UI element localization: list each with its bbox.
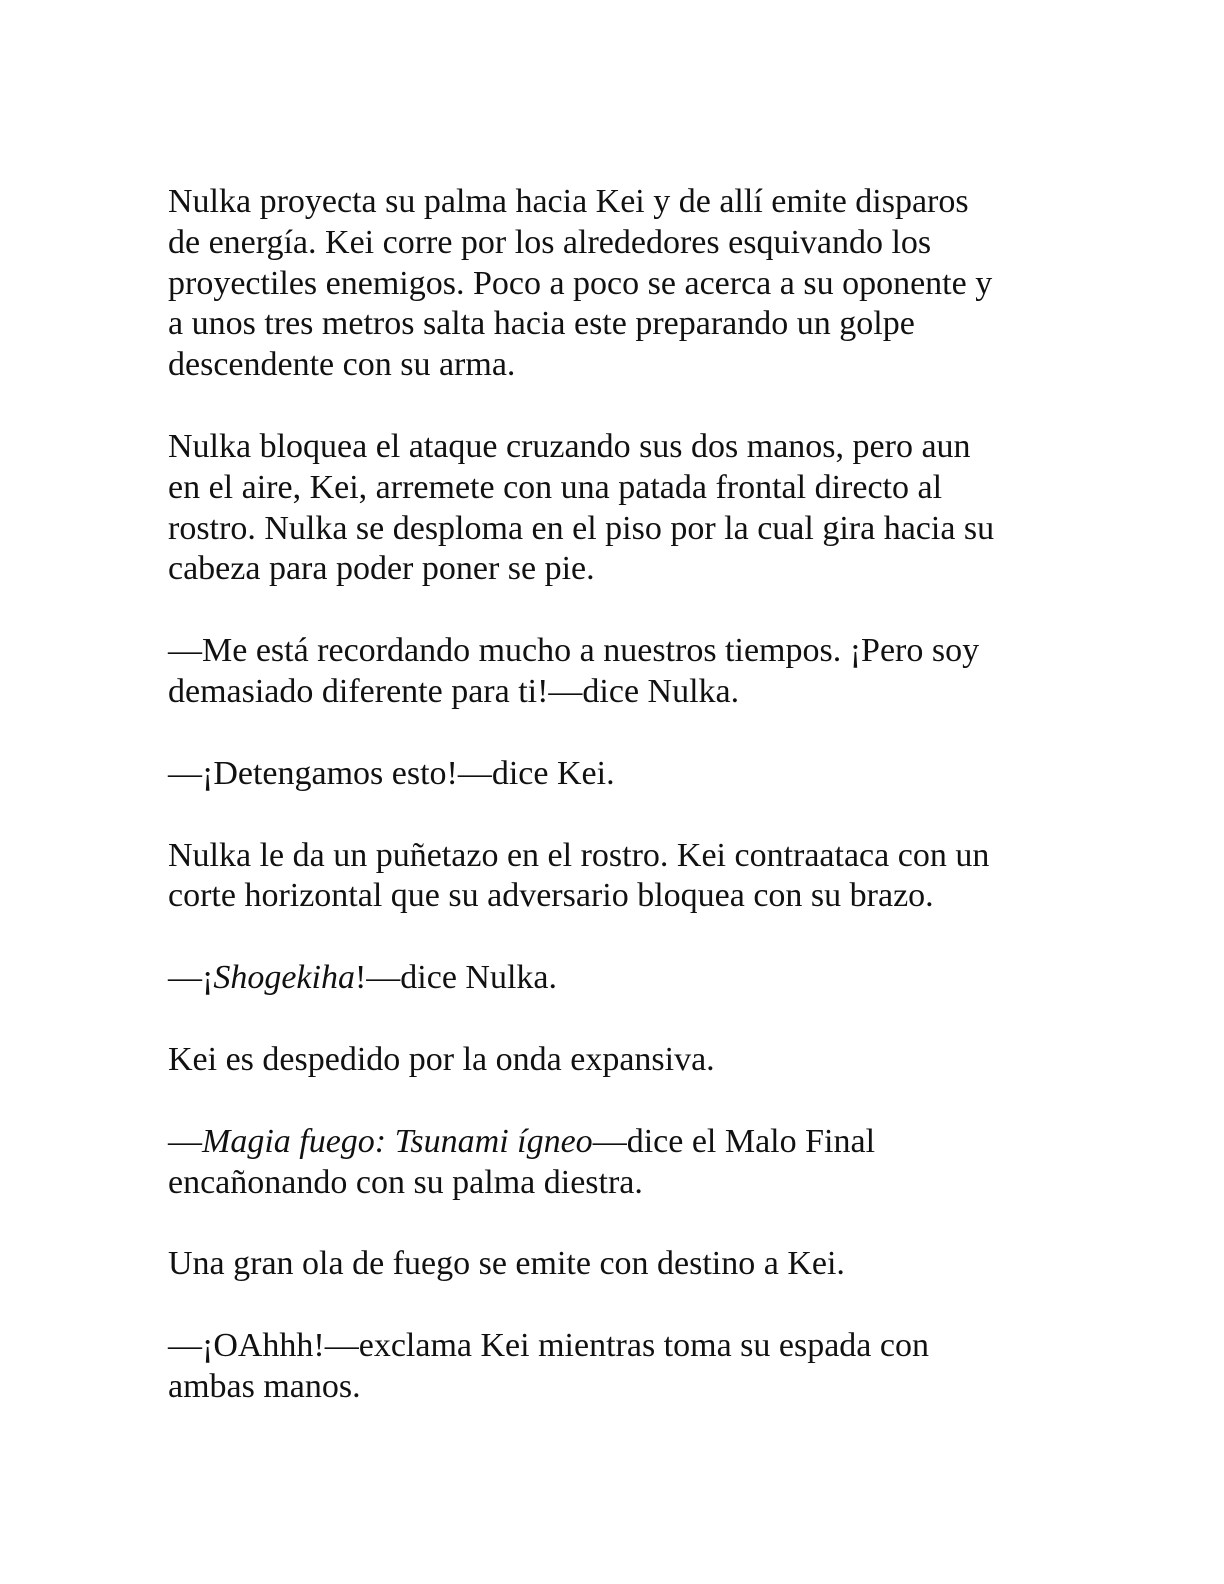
text-run: Nulka le da un puñetazo en el rostro. Kei contraataca con un corte horizontal que su adversario bloquea con su brazo. xyxy=(168,836,990,915)
text-run: — xyxy=(168,1122,202,1160)
paragraph xyxy=(168,836,1068,918)
paragraph xyxy=(168,427,1068,590)
text-run: —Me está recordando mucho a nuestros tiempos. ¡Pero soy demasiado diferente para ti!—dice Nulka. xyxy=(168,632,980,710)
text-run: Kei es despedido por la onda expansiva. xyxy=(168,1040,715,1078)
text-run: —¡Detengamos esto!—dice Kei. xyxy=(168,754,615,792)
italic-text: Magia fuego: Tsunami ígneo xyxy=(202,1122,593,1160)
paragraph xyxy=(168,182,1068,386)
text-run: —dice el Malo Final encañonando con su palma diestra. xyxy=(168,1122,876,1201)
paragraph xyxy=(168,1244,1068,1285)
paragraph xyxy=(168,1326,1068,1408)
text-run: Nulka proyecta su palma hacia Kei y de allí emite disparos de energía. Kei corre por los alrededores esquivando los proyectiles enemigos. Poco a poco se acerca a su oponente y a unos tres metros salta hacia este preparando un golpe descendente con su arma. xyxy=(168,183,993,384)
text-run: —¡OAhhh!—exclama Kei mientras toma su espada con ambas manos. xyxy=(168,1327,929,1405)
paragraph xyxy=(168,1122,1068,1204)
paragraph xyxy=(168,958,1068,999)
paragraph xyxy=(168,1040,1068,1081)
text-run: Nulka bloquea el ataque cruzando sus dos manos, pero aun en el aire, Kei, arremete con una patada frontal directo al rostro. Nulka se desploma en el piso por la cual gira hacia su cabeza para poder poner se pie. xyxy=(168,427,995,588)
text-run: Una gran ola de fuego se emite con destino a Kei. xyxy=(168,1245,845,1283)
paragraph xyxy=(168,631,1068,713)
text-run: —¡ xyxy=(168,959,214,997)
paragraph xyxy=(168,754,1068,795)
text-body xyxy=(168,182,1068,1449)
text-run: !—dice Nulka. xyxy=(354,959,558,997)
italic-text: Shogekiha xyxy=(213,959,355,997)
